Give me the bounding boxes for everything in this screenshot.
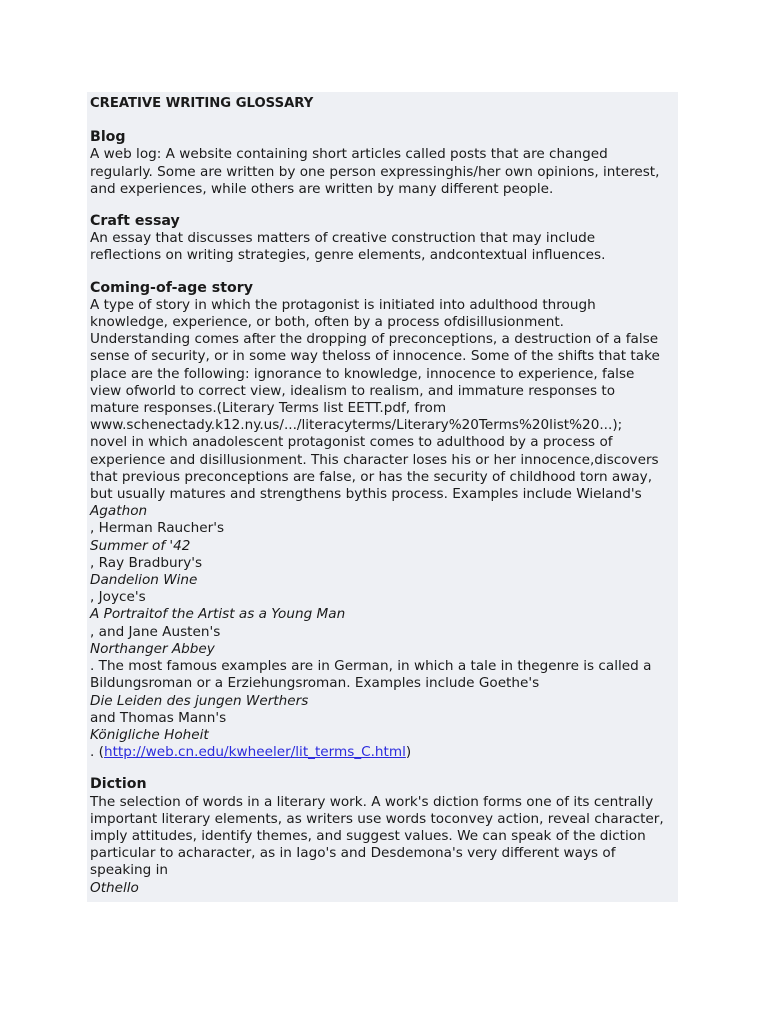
definition-line: reflections on writing strategies, genre elements, andcontextual influences. [90, 247, 606, 264]
definition-line: imply attitudes, identify themes, and suggest values. We can speak of the diction [90, 827, 646, 844]
work-title: Northanger Abbey [90, 640, 215, 657]
work-title: Königliche Hoheit [90, 726, 209, 743]
citation-prefix: . ( [90, 744, 104, 761]
definition-line: A type of story in which the protagonist is initiated into adulthood through [90, 296, 596, 313]
definition-line: www.schenectady.k12.ny.us/.../literacyterms/Literary%20Terms%20list%20...); [90, 417, 623, 434]
definition-line: place are the following: ignorance to knowledge, innocence to experience, false [90, 365, 635, 382]
definition-line: The selection of words in a literary work. A work's diction forms one of its centrally [90, 793, 654, 810]
definition-line: mature responses.(Literary Terms list EETT.pdf, from [90, 400, 447, 417]
work-title: Die Leiden des jungen Werthers [90, 692, 309, 709]
definition-line: knowledge, experience, or both, often by a process ofdisillusionment. [90, 314, 564, 331]
document-page [87, 92, 678, 902]
definition-line: , Joyce's [90, 589, 146, 606]
definition-line: that previous preconceptions are false, or has the security of childhood torn away, [90, 468, 653, 485]
term-heading-coming-of-age: Coming-of-age story [90, 279, 254, 296]
definition-diction [90, 794, 680, 897]
citation-line [90, 744, 680, 761]
term-heading-diction: Diction [90, 776, 147, 793]
definition-line: experience and disillusionment. This character loses his or her innocence,discovers [90, 451, 659, 468]
work-title: Othello [90, 879, 139, 896]
definition-coming-of-age [90, 297, 680, 761]
work-title: Dandelion Wine [90, 572, 198, 589]
definition-line: , and Jane Austen's [90, 623, 221, 640]
definition-craft-essay [90, 230, 680, 264]
definition-line: regularly. Some are written by one person expressinghis/her own opinions, interest, [90, 163, 660, 180]
definition-line: view ofworld to correct view, idealism to realism, and immature responses to [90, 382, 616, 399]
definition-line: and experiences, while others are written by many different people. [90, 180, 554, 197]
definition-line: An essay that discusses matters of creative construction that may include [90, 230, 596, 247]
citation-suffix: ) [405, 744, 412, 761]
definition-line: important literary elements, as writers use words toconvey action, reveal character, [90, 810, 664, 827]
definition-blog [90, 146, 680, 198]
definition-line: particular to acharacter, as in Iago's and Desdemona's very different ways of [90, 845, 616, 862]
document-content [90, 95, 680, 912]
definition-line: speaking in [90, 862, 169, 879]
definition-line: , Ray Bradbury's [90, 554, 203, 571]
term-heading-craft-essay: Craft essay [90, 213, 180, 230]
page-title: CREATIVE WRITING GLOSSARY [90, 96, 314, 111]
definition-line: A web log: A website containing short articles called posts that are changed [90, 146, 608, 163]
definition-line: . The most famous examples are in German, in which a tale in thegenre is called a [90, 658, 652, 675]
definition-line: sense of security, or in some way theloss of innocence. Some of the shifts that take [90, 348, 660, 365]
definition-line: Bildungsroman or a Erziehungsroman. Examples include Goethe's [90, 675, 540, 692]
work-title: A Portraitof the Artist as a Young Man [90, 606, 346, 623]
definition-line: , Herman Raucher's [90, 520, 225, 537]
work-title: Summer of '42 [90, 537, 191, 554]
definition-line: novel in which anadolescent protagonist comes to adulthood by a process of [90, 434, 613, 451]
term-heading-blog: Blog [90, 129, 126, 146]
definition-line: and Thomas Mann's [90, 709, 227, 726]
definition-line: Understanding comes after the dropping of preconceptions, a destruction of a false [90, 331, 659, 348]
work-title: Agathon [90, 503, 148, 520]
definition-line: but usually matures and strengthens bythis process. Examples include Wieland's [90, 486, 642, 503]
source-link[interactable]: http://web.cn.edu/kwheeler/lit_terms_C.html [103, 744, 406, 761]
